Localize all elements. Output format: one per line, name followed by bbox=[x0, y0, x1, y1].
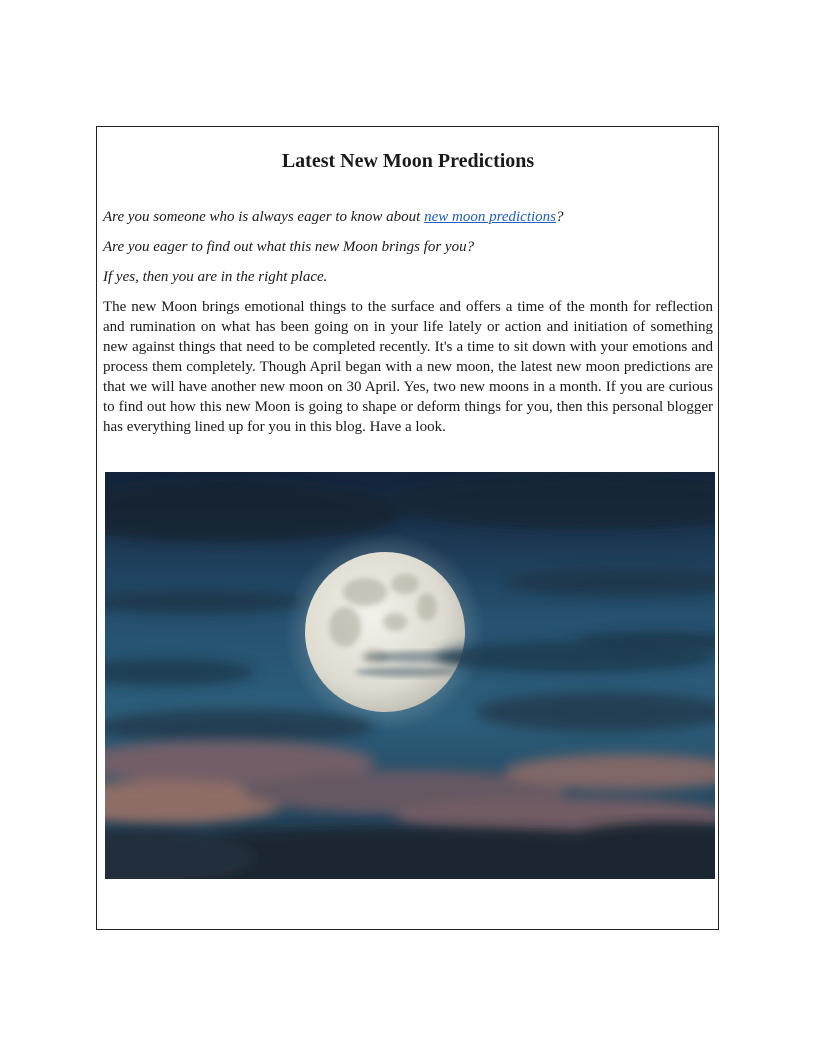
intro-question-1-text: Are you someone who is always eager to know about bbox=[103, 209, 425, 225]
intro-question-2: Are you eager to find out what this new Moon brings for you? bbox=[103, 239, 475, 255]
intro-question-1 bbox=[103, 207, 713, 227]
body-paragraph: The new Moon brings emotional things to the surface and offers a time of the month for reflection and rumination on what has been going on in your life lately or action and initiation of something new against things that need to be completed recently. It's a time to sit down with your emotions and process them completely. Though April began with a new moon, the latest new moon predictions are that we will have another new moon on 30 April. Yes, two new moons in a month. If you are curious to find out how this new Moon is going to shape or deform things for you, then this personal blogger has everything lined up for you in this blog. Have a look. bbox=[103, 299, 713, 435]
intro-answer: If yes, then you are in the right place. bbox=[103, 269, 328, 285]
new-moon-predictions-link[interactable]: new moon predictions bbox=[424, 209, 557, 225]
full-moon-image bbox=[105, 472, 715, 879]
intro-question-1-end: ? bbox=[556, 209, 564, 225]
document-title: Latest New Moon Predictions bbox=[281, 150, 535, 172]
full-moon-photo bbox=[105, 472, 715, 879]
document-content bbox=[103, 207, 713, 437]
